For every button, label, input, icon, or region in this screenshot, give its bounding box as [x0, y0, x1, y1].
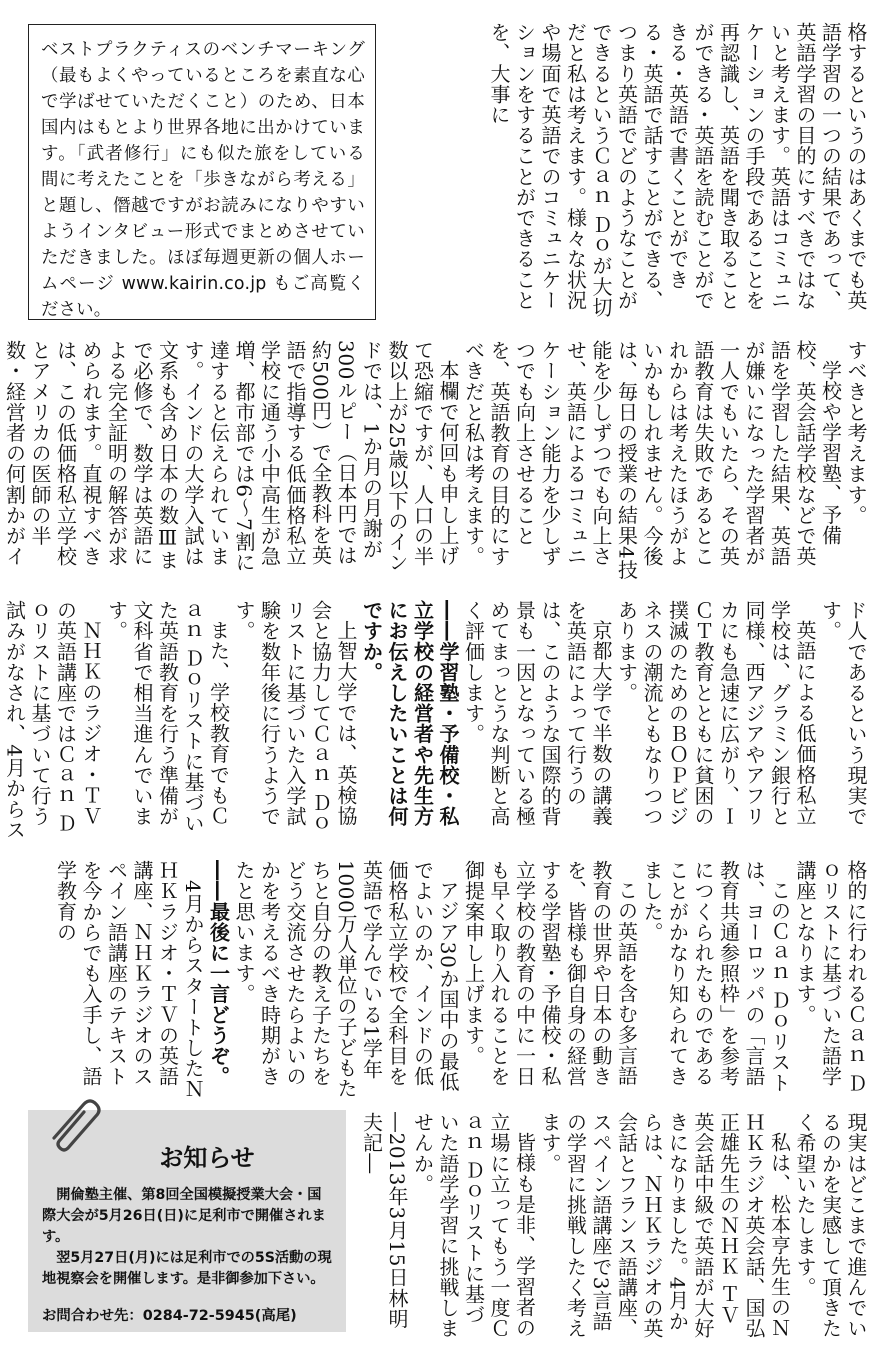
section-heading: ――最後に一言どうぞ。	[206, 860, 231, 1087]
paragraph: 私は、松本亨先生のＮＨＫラジオ英会話、国弘正雄先生のＮＨＫ ＴＶ英会話中級で英語が大好きになりました。4月からは、ＮＨＫラジオの英会話とフランス語講座、スペイン語講座で3言語の学習に挑戦したく考えます。	[538, 1112, 792, 1339]
paragraph: 格的に行われるＣａｎ Ｄｏリストに基づいた語学講座となります。	[793, 860, 868, 1094]
paragraph: 本欄で何回も申し上げて恐縮ですが、人口の半数以上が25歳以下のインドでは、1か月の月謝が300ルピー（日本円では約500円）で全教科を英語で指導する低価格私立学校に通う小中高生が急増、都市部では6〜7割に達すると伝えられています。インドの大学入試は文系も含め日本の数Ⅲまで必修で、数学は英語による完全証明の解答が求められます。直視すべきは、この低価格私立学校とアメリカの医師の半数・経営者の何割かがイ	[2, 340, 460, 573]
paragraph: 格するというのはあくまでも英語学習の一つの結果であって、英語学習の目的にすべきではないと考えます。英語はコミュニケーションの手段であることを再認識し、英語を聞き取ることができる・英語を読むことができる・英語で書くことができる・英語で話すことができる、つまり英語でどのようなことができるというＣａｎ Ｄｏが大切だと私は考えます。様々な状況や場面で英語でのコミュニケーションをすることができることを、大事に	[487, 22, 868, 318]
paragraph: このＣａｎ Ｄｏリストは、ヨーロッパの「言語教育共通参照枠」を参考につくられたものであることがかなり知られてきました。	[640, 860, 792, 1093]
column-band-5	[359, 1112, 868, 1344]
notice-line: 翌5月27日(月)には足利市での5S活動の現地視察会を開催します。是非御参加下さい。	[42, 1250, 332, 1287]
paragraph: アジア30か国中の最低でよいのか、インドの低価格私立学校で全科目を英語で学んでいる1学年1000万人単位の子どもたちと自分の教え子たちをどう交流させたらよいのかを考えるべき時期がきたと思います。	[232, 860, 460, 1099]
paragraph: また、学校教育でもＣａｎ Ｄｏリストに基づいた英語教育を行う準備が文科省で相当進んでいます。	[104, 600, 231, 834]
paragraph: 上智大学では、英検協会と協力してＣａｎ Ｄｏリストに基づいた入学試験を数年後に行うようです。	[232, 600, 358, 834]
notice-line: 開倫塾主催、第8回全国模擬授業大会・国際大会が5月26日(日)に足利市で開催されます。	[42, 1187, 326, 1245]
notice-contact: お問合わせ先：0284-72-5945(高尾)	[42, 1308, 297, 1324]
paragraph: すべきと考えます。	[844, 340, 868, 526]
paragraph: 現実はどこまで進んでいるのかを実感して頂きたく希望いたします。	[793, 1112, 868, 1339]
column-band-2	[2, 340, 868, 580]
paragraph: ＮＨＫのラジオ・ＴＶの英語講座ではＣａｎ Ｄｏリストに基づいて行う試みがなされ、4月からス	[2, 600, 103, 840]
signature-line: ―2013年3月15日林明夫記―	[359, 1112, 409, 1329]
paragraph: ド人であるという現実です。	[818, 600, 868, 827]
intro-box: ベストプラクティスのベンチマーキング（最もよくやっているところを素直な心で学ばせていただくこと）のため、日本国内はもとより世界各地に出かけています。「武者修行」にも似た旅をしている間に考えたことを「歩きながら考える」と題し、僭越ですがお読みになりやすいようインタビュー形式でまとめさせていただきました。ほぼ毎週更新の個人ホームページ www.kairin.co.jp もご高覧ください。	[28, 24, 376, 320]
notice-title: お知らせ	[159, 1144, 255, 1172]
paragraph: 英語による低価格私立学校は、グラミン銀行と同様、西アジアやアフリカにも急速に広がり、ＩＣＴ教育とともに貧困の撲滅のためのＢＯＰビジネスの潮流ともなりつつあります。	[614, 600, 817, 827]
paragraph: この英語を含む多言語教育の世界や日本の動きを、皆様も御自身の経営する学習塾・予備校・私立学校の教育の中に一日も早く取り入れることを御提案申し上げます。	[461, 860, 639, 1087]
section-heading: ――学習塾・予備校・私立学校の経営者や先生方にお伝えしたいことは何ですか。	[359, 600, 460, 827]
column-band-1	[398, 22, 868, 322]
paperclip-icon	[40, 1094, 110, 1154]
paragraph: 京都大学で半数の講義を英語によって行うのは、このような国際的背景も一因となっている極めてまっとうな判断と高く評価します。	[461, 600, 613, 827]
notice-body	[42, 1185, 332, 1290]
paragraph: 皆様も是非、学習者の立場に立ってもう一度Ｃａｎ Ｄｏリストに基づいた語学学習に挑戦しませんか。	[410, 1112, 537, 1339]
paragraph: 4月からスタートしたＮＨＫラジオ・ＴＶの英語講座、ＮＨＫラジオのスペイン語講座のテキストを今からでも入手し、語学教育の	[53, 860, 205, 1100]
paragraph: 学校や学習塾、予備校、英会話学校などで英語を学習した結果、英語が嫌いになった学習者が一人でもいたら、その英語教育は失敗であるとこれからは考えたほうがよいかもしれません。今後は、毎日の授業の結果4技能を少しずつでも向上させ、英語によるコミュニケーション能力を少しずつでも向上させることを、英語教育の目的にすべきだと私は考えます。	[461, 340, 843, 580]
column-band-3	[2, 600, 868, 840]
column-band-4	[22, 860, 868, 1100]
